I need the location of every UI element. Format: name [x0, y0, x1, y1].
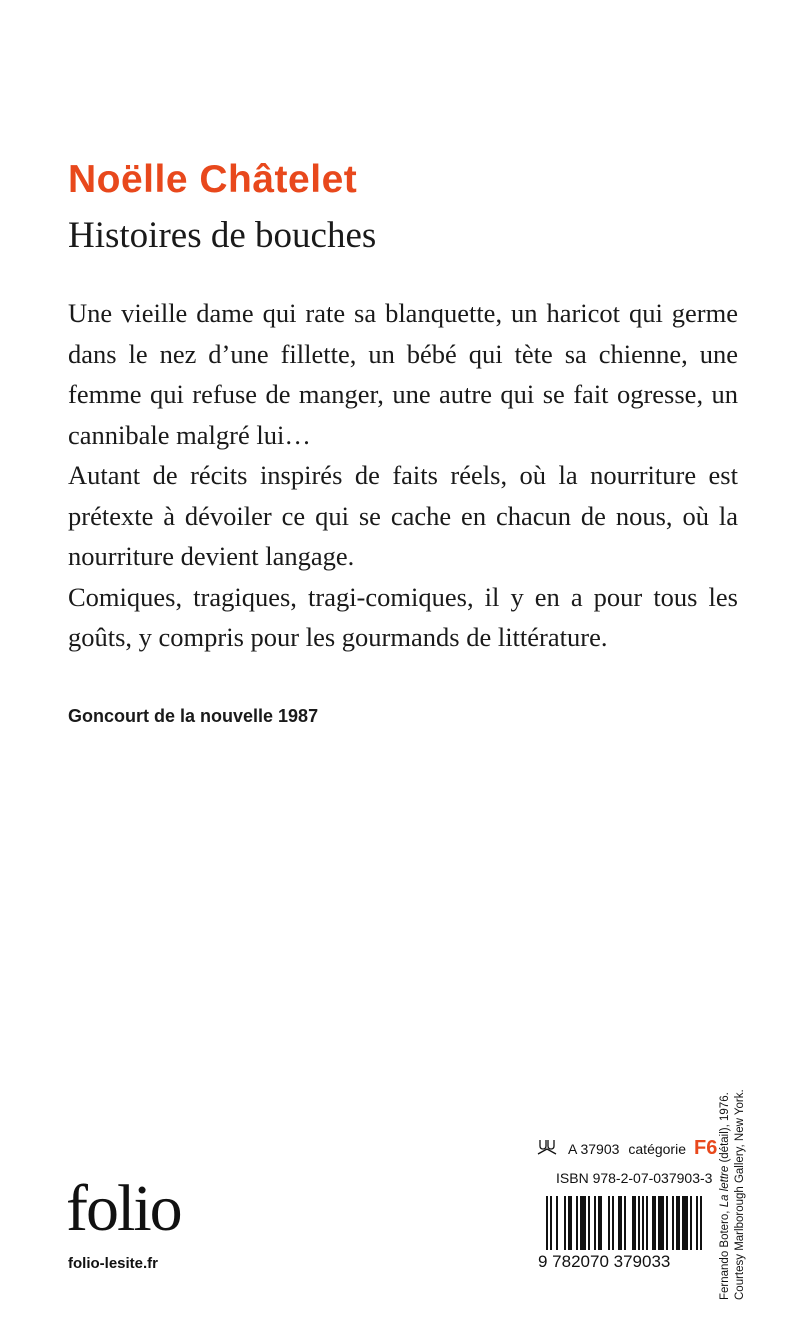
book-title: Histoires de bouches [68, 215, 377, 256]
blurb-paragraph: Une vieille dame qui rate sa blanquette, un haricot qui germe dans le nez d’une fillette, un bébé qui tète sa chienne, une femme qui refuse de manger, une autre qui se fait ogresse, un cannibale malgré lui… [68, 298, 738, 450]
gallimard-logo-icon [536, 1138, 558, 1159]
isbn: ISBN 978-2-07-037903-3 [556, 1170, 713, 1186]
folio-logo: folio [66, 1172, 181, 1245]
prize-line: Goncourt de la nouvelle 1987 [68, 706, 319, 726]
price-category: F6 [693, 1137, 718, 1159]
blurb [68, 293, 738, 658]
catalog-row [536, 1137, 717, 1160]
credit-line-1: Fernando Botero, La lettre (détail), 1976. [719, 1092, 731, 1300]
barcode [536, 1196, 716, 1270]
catalog-code: A 37903 [568, 1140, 620, 1157]
barcode-digits: 9 782070 379033 [538, 1252, 671, 1270]
barcode-bars [546, 1196, 702, 1250]
blurb-paragraph: Autant de récits inspirés de faits réels, où la nourriture est prétexte à dévoiler ce qui se cache en chacun de nous, où la nourriture devient langage. [68, 460, 738, 571]
category-label: catégorie [628, 1140, 686, 1157]
author-name: Noëlle Châtelet [68, 158, 358, 201]
image-credit [718, 1038, 770, 1300]
blurb-paragraph: Comiques, tragiques, tragi-comiques, il y en a pour tous les goûts, y compris pour les gourmands de littérature. [68, 581, 738, 652]
credit-line-2: Courtesy Marlborough Gallery, New York. [734, 1089, 746, 1300]
publisher-website: folio-lesite.fr [68, 1255, 159, 1272]
